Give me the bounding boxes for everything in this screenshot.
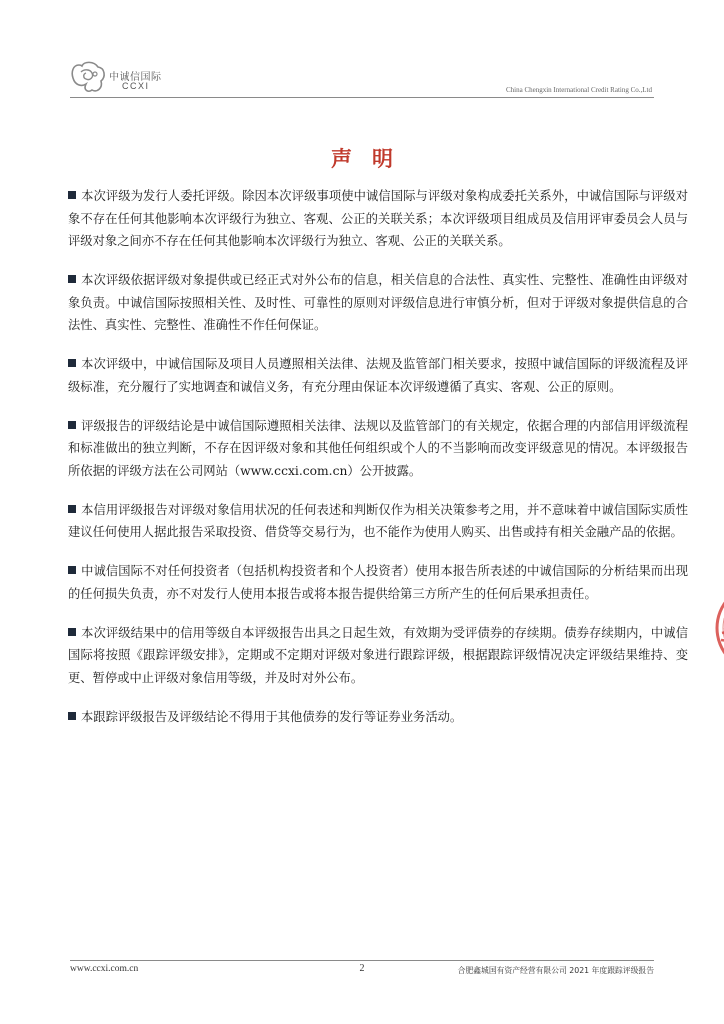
statement-text: 本次评级中，中诚信国际及项目人员遵照相关法律、法规及监管部门相关要求，按照中诚信国际的评级流程及评级标准，充分履行了实地调查和诚信义务，有充分理由保证本次评级遵循了真实、客观、公正的原则。	[68, 357, 688, 394]
statement-list	[68, 185, 688, 745]
header-divider	[70, 97, 654, 98]
footer-report-title: 合肥鑫城国有资产经营有限公司 2021 年度跟踪评级报告	[457, 966, 654, 975]
company-seal-stamp	[706, 578, 724, 678]
logo-english-name: CCXI	[122, 81, 150, 91]
statement-item	[68, 415, 688, 483]
statement-text: 本次评级依据评级对象提供或已经正式对外公布的信息，相关信息的合法性、真实性、完整性、准确性由评级对象负责。中诚信国际按照相关性、及时性、可靠性的原则对评级信息进行审慎分析，但对于评级对象提供信息的合法性、真实性、完整性、准确性不作任何保证。	[68, 273, 688, 332]
page-title: 声明	[331, 147, 413, 171]
statement-text: 本跟踪评级报告及评级结论不得用于其他债券的发行等证券业务活动。	[81, 709, 463, 724]
bullet-square-icon	[68, 712, 76, 720]
bullet-square-icon	[68, 566, 76, 574]
footer-website: www.ccxi.com.cn	[70, 964, 139, 974]
statement-item	[68, 269, 688, 337]
statement-item	[68, 706, 688, 729]
header-company-name: China Chengxin International Credit Rating Co.,Ltd	[505, 86, 652, 94]
bullet-square-icon	[68, 421, 76, 429]
footer-divider	[70, 960, 654, 961]
statement-item	[68, 353, 688, 398]
statement-text: 中诚信国际不对任何投资者（包括机构投资者和个人投资者）使用本报告所表述的中诚信国际的分析结果而出现的任何损失负责，亦不对发行人使用本报告或将本报告提供给第三方所产生的任何后果承担责任。	[68, 564, 688, 601]
ccxi-logo	[70, 60, 170, 100]
bullet-square-icon	[68, 191, 76, 199]
bullet-square-icon	[68, 505, 76, 513]
statement-text: 评级报告的评级结论是中诚信国际遵照相关法律、法规以及监管部门的有关规定，依据合理的内部信用评级流程和标准做出的独立判断，不存在因评级对象和其他任何组织或个人的不当影响而改变评级意见的情况。本评级报告所依据的评级方法在公司网站（www.ccxi.com.cn）公开披露。	[68, 418, 688, 478]
statement-item	[68, 622, 688, 690]
statement-text: 本信用评级报告对评级对象信用状况的任何表述和判断仅作为相关决策参考之用，并不意味着中诚信国际实质性建议任何使用人据此报告采取投资、借贷等交易行为，也不能作为使用人购买、出售或持有相关金融产品的依据。	[68, 502, 688, 539]
ccxi-logo-mark-icon	[70, 60, 108, 94]
bullet-square-icon	[68, 628, 76, 636]
statement-item	[68, 560, 688, 605]
bullet-square-icon	[68, 359, 76, 367]
statement-item	[68, 185, 688, 253]
statement-text: 本次评级结果中的信用等级自本评级报告出具之日起生效，有效期为受评债券的存续期。债券存续期内，中诚信国际将按照《跟踪评级安排》，定期或不定期对评级对象进行跟踪评级，根据跟踪评级情况决定评级结果维持、变更、暂停或中止评级对象信用等级，并及时对外公布。	[68, 625, 688, 685]
page-number: 2	[359, 963, 365, 974]
bullet-square-icon	[68, 275, 76, 283]
statement-item	[68, 499, 688, 544]
statement-text: 本次评级为发行人委托评级。除因本次评级事项使中诚信国际与评级对象构成委托关系外，中诚信国际与评级对象不存在任何其他影响本次评级行为独立、客观、公正的关联关系；本次评级项目组成员及信用评审委员会人员与评级对象之间亦不存在任何其他影响本次评级行为独立、客观、公正的关联关系。	[68, 189, 688, 248]
logo-chinese-name: 中诚信国际	[109, 72, 162, 83]
